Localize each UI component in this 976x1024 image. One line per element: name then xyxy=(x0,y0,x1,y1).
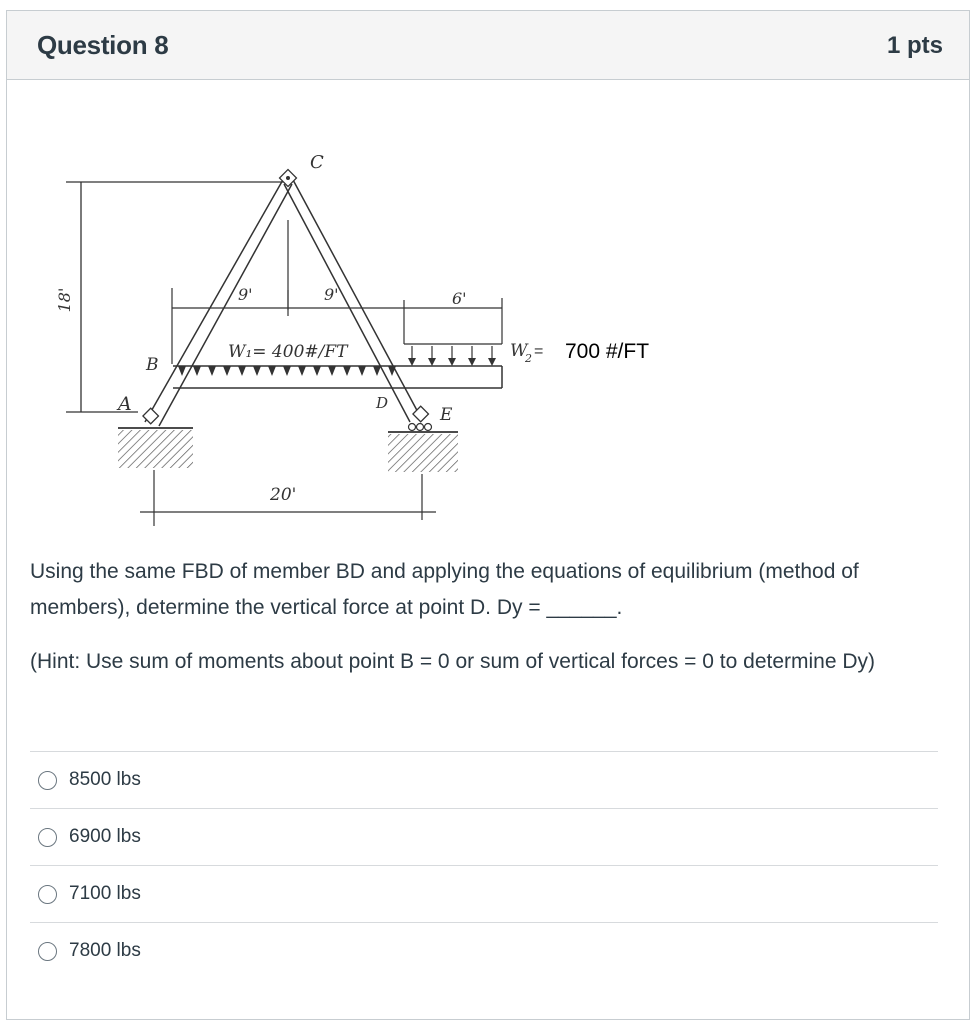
point-b-label: B xyxy=(146,355,159,375)
base-label: 20' xyxy=(270,485,297,505)
answer-option[interactable] xyxy=(30,865,938,922)
w2-symbol: W xyxy=(510,341,528,361)
answer-option[interactable] xyxy=(30,751,938,808)
a-frame-legs xyxy=(145,178,420,426)
radio-button[interactable] xyxy=(38,828,57,847)
radio-button[interactable] xyxy=(38,942,57,961)
answer-label[interactable]: 8500 lbs xyxy=(69,769,141,790)
load-w1-arrowheads xyxy=(178,366,396,376)
question-body xyxy=(30,554,940,698)
w2-subscript: 2 xyxy=(525,352,532,365)
point-e-label: E xyxy=(440,405,453,425)
answer-option[interactable] xyxy=(30,922,938,979)
answer-label[interactable]: 7800 lbs xyxy=(69,940,141,961)
point-d-label: D xyxy=(376,394,389,412)
span-label-2: 9' xyxy=(324,285,339,304)
structure-diagram xyxy=(48,140,688,530)
w2-equals: = xyxy=(534,343,544,360)
question-header xyxy=(7,11,969,80)
answer-label[interactable]: 7100 lbs xyxy=(69,883,141,904)
radio-button[interactable] xyxy=(38,771,57,790)
answer-label[interactable]: 6900 lbs xyxy=(69,826,141,847)
span-label-3: 6' xyxy=(452,289,467,308)
question-prompt: Using the same FBD of member BD and applying the equations of equilibrium (method of members), determine the vertical force at point D. Dy = ______. xyxy=(30,560,859,619)
w2-value: 700 #/FT xyxy=(565,340,650,363)
answer-list xyxy=(30,751,938,979)
w1-label: W₁= 400#/FT xyxy=(228,342,348,362)
point-c-label: C xyxy=(310,152,324,173)
point-a-label: A xyxy=(118,393,132,415)
question-title: Question 8 xyxy=(37,30,169,60)
question-points: 1 pts xyxy=(886,32,943,59)
span-label-1: 9' xyxy=(238,285,253,304)
question-hint: (Hint: Use sum of moments about point B = 0 or sum of vertical forces = 0 to determine Dy) xyxy=(30,650,876,673)
beam xyxy=(173,366,502,388)
radio-button[interactable] xyxy=(38,885,57,904)
answer-option[interactable] xyxy=(30,808,938,865)
height-label: 18' xyxy=(55,287,74,313)
